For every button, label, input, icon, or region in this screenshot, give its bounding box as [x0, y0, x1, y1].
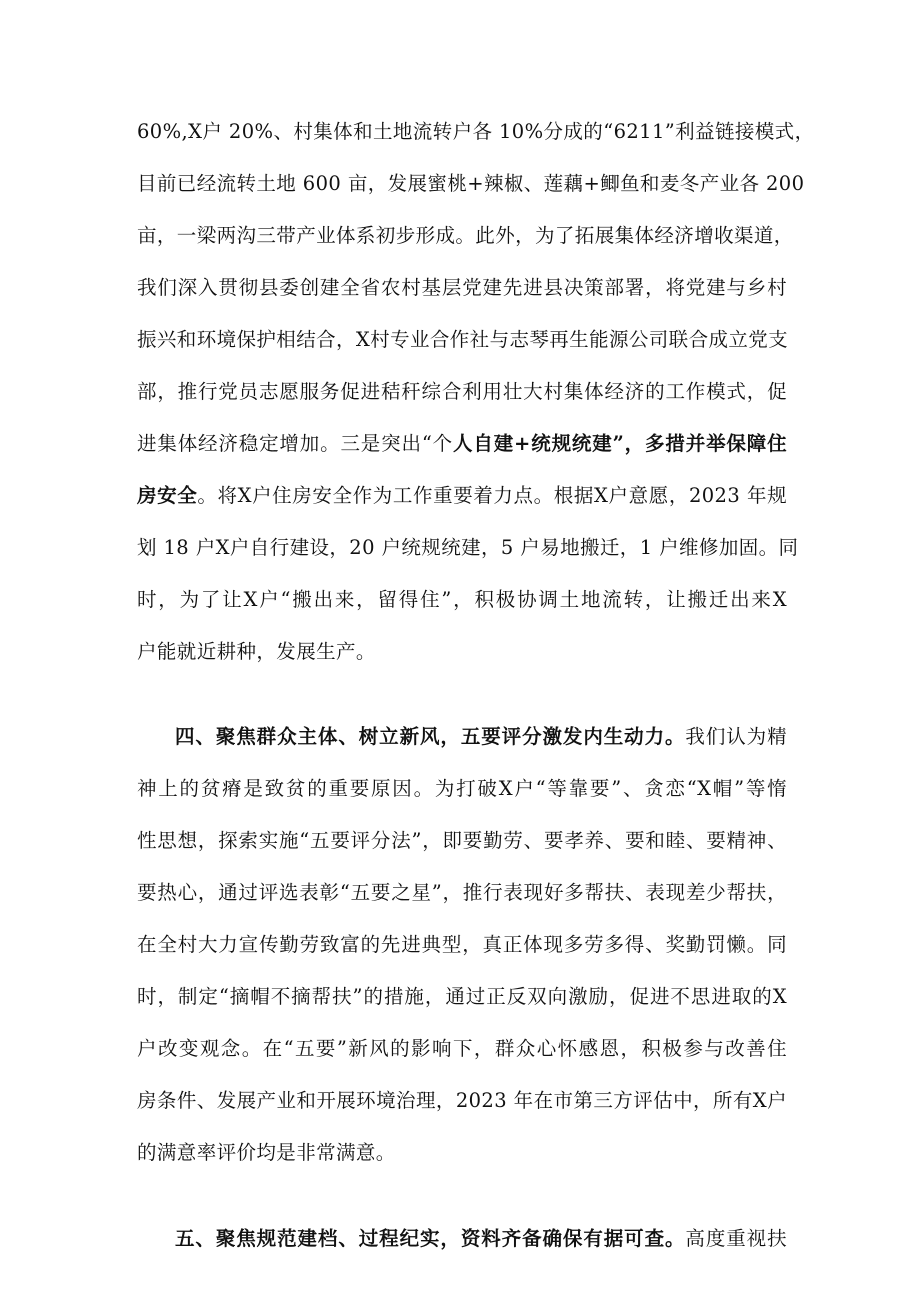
text-segment: 目前已经流转土地 600 亩，发展蜜桃+辣椒、莲藕+鲫鱼和麦冬产业各 200 [137, 172, 805, 195]
bold-text-segment: 人自建+统规统建”，多措并举保障住 [453, 432, 788, 455]
text-line [137, 639, 787, 665]
bold-text-segment: 四、聚焦群众主体、树立新风，五要评分激发内生动力。 [175, 725, 686, 748]
text-segment: 时，为了让X户“搬出来，留得住”，积极协调土地流转，让搬迁出来X [137, 588, 787, 611]
text-line [137, 535, 799, 561]
text-line [137, 223, 794, 249]
text-line [137, 932, 787, 958]
text-segment: 我们认为精 [685, 725, 787, 748]
text-line [175, 724, 787, 750]
text-segment: 振兴和环境保护相结合，X村专业合作社与志琴再生能源公司联合成立党支 [137, 328, 789, 351]
text-segment: 时，制定“摘帽不摘帮扶”的措施，通过正反双向激励，促进不思进取的X [137, 985, 787, 1008]
text-segment: 神上的贫瘠是致贫的重要原因。为打破X户“等靠要”、贪恋“X帽”等惰 [137, 777, 787, 800]
text-line [137, 379, 787, 405]
text-line [137, 984, 787, 1010]
text-segment: 在全村大力宣传勤劳致富的先进典型，真正体现多劳多得、奖勤罚懒。同 [137, 933, 787, 956]
text-segment: 要热心，通过评选表彰“五要之星”，推行表现好多帮扶、表现差少帮扶， [137, 881, 787, 904]
text-line [137, 880, 787, 906]
text-segment: 划 18 户X户自行建设，20 户统规统建，5 户易地搬迁，1 户维修加固。同 [137, 536, 799, 559]
text-line [137, 776, 787, 802]
bold-text-segment: 房安全 [137, 484, 198, 507]
text-segment: 。将X户住房安全作为工作重要着力点。根据X户意愿，2023 年规 [197, 484, 787, 507]
bold-text-segment: 五、聚焦规范建档、过程纪实，资料齐备确保有据可查。 [175, 1227, 686, 1250]
text-line [137, 1140, 787, 1166]
text-line [137, 483, 787, 509]
text-line [137, 1036, 787, 1062]
text-line [137, 587, 787, 613]
text-segment: 性思想，探索实施“五要评分法”，即要勤劳、要孝养、要和睦、要精神、 [137, 829, 787, 852]
text-line [137, 119, 815, 145]
text-line [137, 431, 787, 457]
text-segment: 的满意率评价均是非常满意。 [137, 1141, 396, 1164]
text-segment: 亩，一梁两沟三带产业体系初步形成。此外，为了拓展集体经济增收渠道， [137, 224, 794, 247]
text-segment: 户改变观念。在“五要”新风的影响下，群众心怀感恩，积极参与改善住 [137, 1037, 787, 1060]
text-line [137, 828, 787, 854]
text-segment: 房条件、发展产业和开展环境治理，2023 年在市第三方评估中，所有X户 [137, 1089, 787, 1112]
text-line [137, 327, 787, 353]
text-line [137, 171, 805, 197]
text-segment: 部，推行党员志愿服务促进秸秆综合利用壮大村集体经济的工作模式，促 [137, 380, 787, 403]
text-segment: 高度重视扶 [685, 1227, 787, 1250]
text-segment: 进集体经济稳定增加。三是突出“个 [137, 432, 454, 455]
text-line [137, 1088, 787, 1114]
text-line [137, 275, 787, 301]
text-segment: 我们深入贯彻县委创建全省农村基层党建先进县决策部署，将党建与乡村 [137, 276, 787, 299]
text-segment: 户能就近耕种，发展生产。 [137, 640, 376, 663]
text-segment: 60%,X户 20%、村集体和土地流转户各 10%分成的“6211”利益链接模式， [137, 120, 815, 143]
text-line [175, 1226, 787, 1252]
